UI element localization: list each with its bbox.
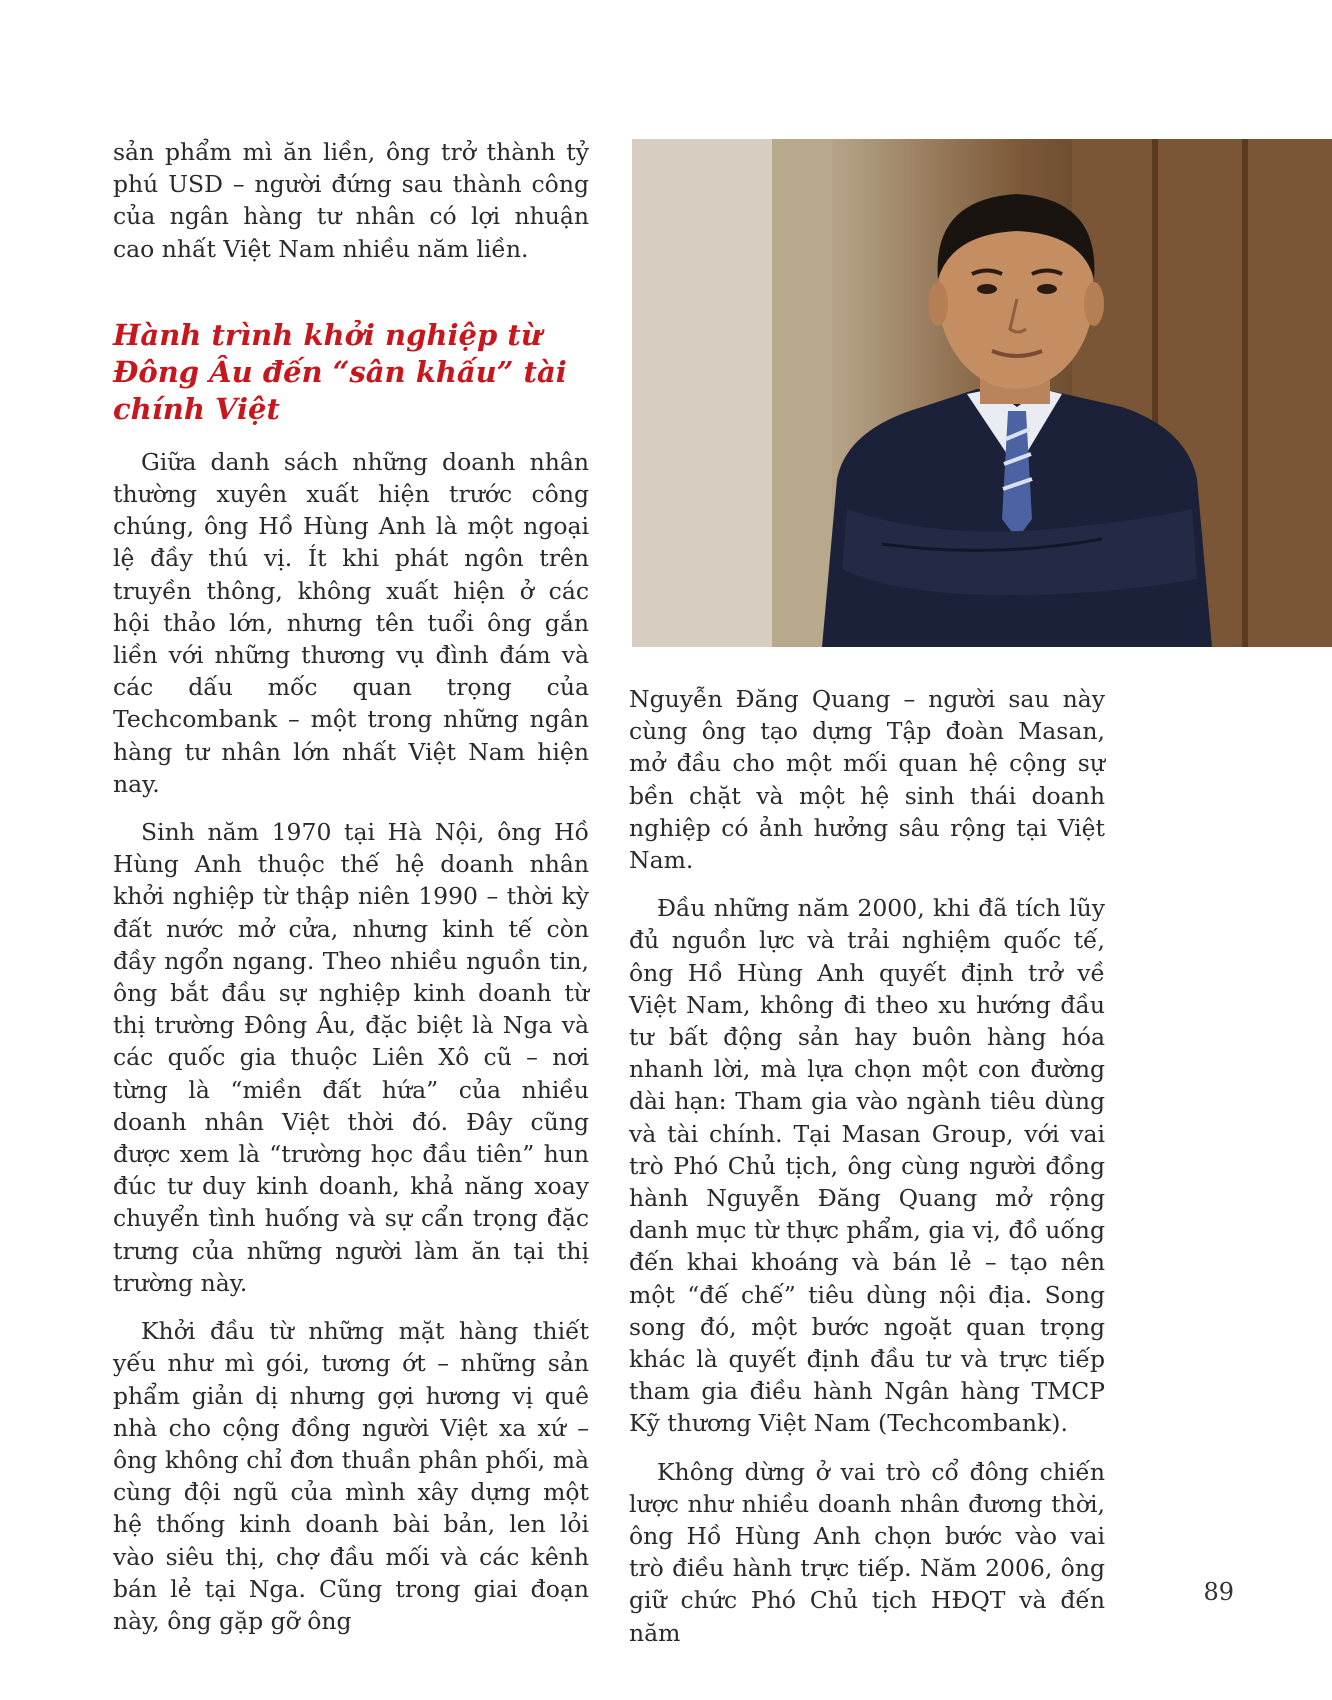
right-column [629, 683, 1105, 1665]
paragraph: Khởi đầu từ những mặt hàng thiết yếu như mì gói, tương ớt – những sản phẩm giản dị nhưng gợi hương vị quê nhà cho cộng đồng người Việt xa xứ – ông không chỉ đơn thuần phân phối, mà cùng đội ngũ của mình xây dựng một hệ thống kinh doanh bài bản, len lỏi vào siêu thị, chợ đầu mối và các kênh bán lẻ tại Nga. Cũng trong giai đoạn này, ông gặp gỡ ông [113, 1317, 589, 1635]
intro-paragraph: sản phẩm mì ăn liền, ông trở thành tỷ phú USD – người đứng sau thành công của ngân hàng tư nhân có lợi nhuận cao nhất Việt Nam nhiều năm liền. [113, 138, 589, 263]
portrait-photo [632, 139, 1332, 647]
paragraph: Nguyễn Đăng Quang – người sau này cùng ông tạo dựng Tập đoàn Masan, mở đầu cho một mối quan hệ cộng sự bền chặt và một hệ sinh thái doanh nghiệp có ảnh hưởng sâu rộng tại Việt Nam. [629, 685, 1105, 875]
left-column [113, 136, 589, 1653]
paragraph: Sinh năm 1970 tại Hà Nội, ông Hồ Hùng Anh thuộc thế hệ doanh nhân khởi nghiệp từ thập niên 1990 – thời kỳ đất nước mở cửa, nhưng kinh tế còn đầy ngổn ngang. Theo nhiều nguồn tin, ông bắt đầu sự nghiệp kinh doanh từ thị trường Đông Âu, đặc biệt là Nga và các quốc gia thuộc Liên Xô cũ – nơi từng là “miền đất hứa” của nhiều doanh nhân Việt thời đó. Đây cũng được xem là “trường học đầu tiên” hun đúc tư duy kinh doanh, khả năng xoay chuyển tình huống và sự cẩn trọng đặc trưng của những người làm ăn tại thị trường này. [113, 818, 589, 1297]
paragraph: Không dừng ở vai trò cổ đông chiến lược như nhiều doanh nhân đương thời, ông Hồ Hùng Anh chọn bước vào vai trò điều hành trực tiếp. Năm 2006, ông giữ chức Phó Chủ tịch HĐQT và đến năm [629, 1457, 1105, 1647]
paragraph: Giữa danh sách những doanh nhân thường xuyên xuất hiện trước công chúng, ông Hồ Hùng Anh là một ngoại lệ đầy thú vị. Ít khi phát ngôn trên truyền thông, không xuất hiện ở các hội thảo lớn, nhưng tên tuổi ông gắn liền với những thương vụ đình đám và các dấu mốc quan trọng của Techcombank – một trong những ngân hàng tư nhân lớn nhất Việt Nam hiện nay. [113, 447, 589, 798]
section-heading: Hành trình khởi nghiệp từ Đông Âu đến “sân khấu” tài chính Việt [113, 317, 567, 426]
paragraph: Đầu những năm 2000, khi đã tích lũy đủ nguồn lực và trải nghiệm quốc tế, ông Hồ Hùng Anh quyết định trở về Việt Nam, không đi theo xu hướng đầu tư bất động sản hay buôn hàng hóa nhanh lời, mà lựa chọn một con đường dài hạn: Tham gia vào ngành tiêu dùng và tài chính. Tại Masan Group, với vai trò Phó Chủ tịch, ông cùng người đồng hành Nguyễn Đăng Quang mở rộng danh mục từ thực phẩm, gia vị, đồ uống đến khai khoáng và bán lẻ – tạo nên một “đế chế” tiêu dùng nội địa. Song song đó, một bước ngoặt quan trọng khác là quyết định đầu tư và trực tiếp tham gia điều hành Ngân hàng TMCP Kỹ thương Việt Nam (Techcombank). [629, 894, 1105, 1438]
page-number: 89 [1203, 1578, 1234, 1606]
